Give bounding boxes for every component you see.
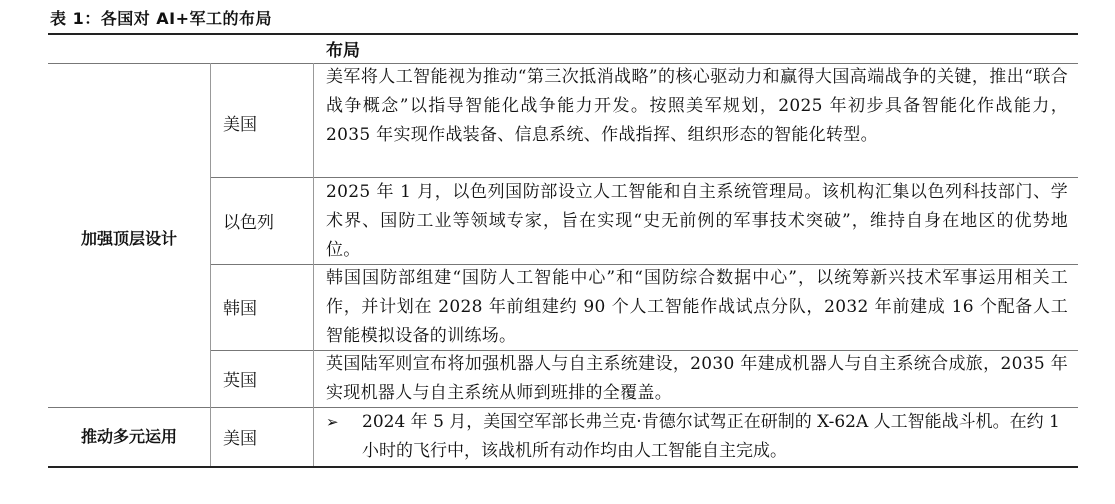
country-label: 英国 [223,371,257,391]
bullet-arrow-icon: ➢ [326,413,339,431]
top-rule [48,33,1078,35]
country-label: 以色列 [223,213,274,233]
column-header-layout: 布局 [326,41,360,61]
category-label: 加强顶层设计 [80,229,177,248]
country-label: 美国 [223,429,257,449]
layout-description-bulleted [326,408,1068,466]
bottom-rule [48,466,1078,468]
country-label: 美国 [223,115,257,135]
country-label: 韩国 [223,299,257,319]
layout-description: 美军将人工智能视为推动“第三次抵消战略”的核心驱动力和赢得大国高端战争的关键，推出“联合战争概念”以指导智能化战争能力开发。按照美军规划，2025 年初步具备智能化作战能力，2035 年实现作战装备、信息系统、作战指挥、组织形态的智能化转型。 [326,67,1068,145]
layout-description: 2025 年 1 月，以色列国防部设立人工智能和自主系统管理局。该机构汇集以色列科技部门、学术界、国防工业等领域专家，旨在实现“史无前例的军事技术突破”，维持自身在地区的优势地位。 [326,182,1068,260]
layout-description: 英国陆军则宣布将加强机器人与自主系统建设，2030 年建成机器人与自主系统合成旅，2035 年实现机器人与自主系统从师到班排的全覆盖。 [326,354,1068,403]
table-caption: 表 1：各国对 AI+军工的布局 [50,9,273,28]
layout-description: 韩国国防部组建“国防人工智能中心”和“国防综合数据中心”，以统筹新兴技术军事运用相关工作，并计划在 2028 年前组建约 90 个人工智能作战试点分队，2032 年前建成 16 个配备人工智能模拟设备的训练场。 [326,268,1068,346]
layout-description: 2024 年 5 月，美国空军部长弗兰克·肯德尔试驾正在研制的 X-62A 人工智能战斗机。在约 1 小时的飞行中，该战机所有动作均由人工智能自主完成。 [362,412,1060,461]
category-label: 推动多元运用 [80,427,177,446]
country-column-divider [313,63,314,466]
